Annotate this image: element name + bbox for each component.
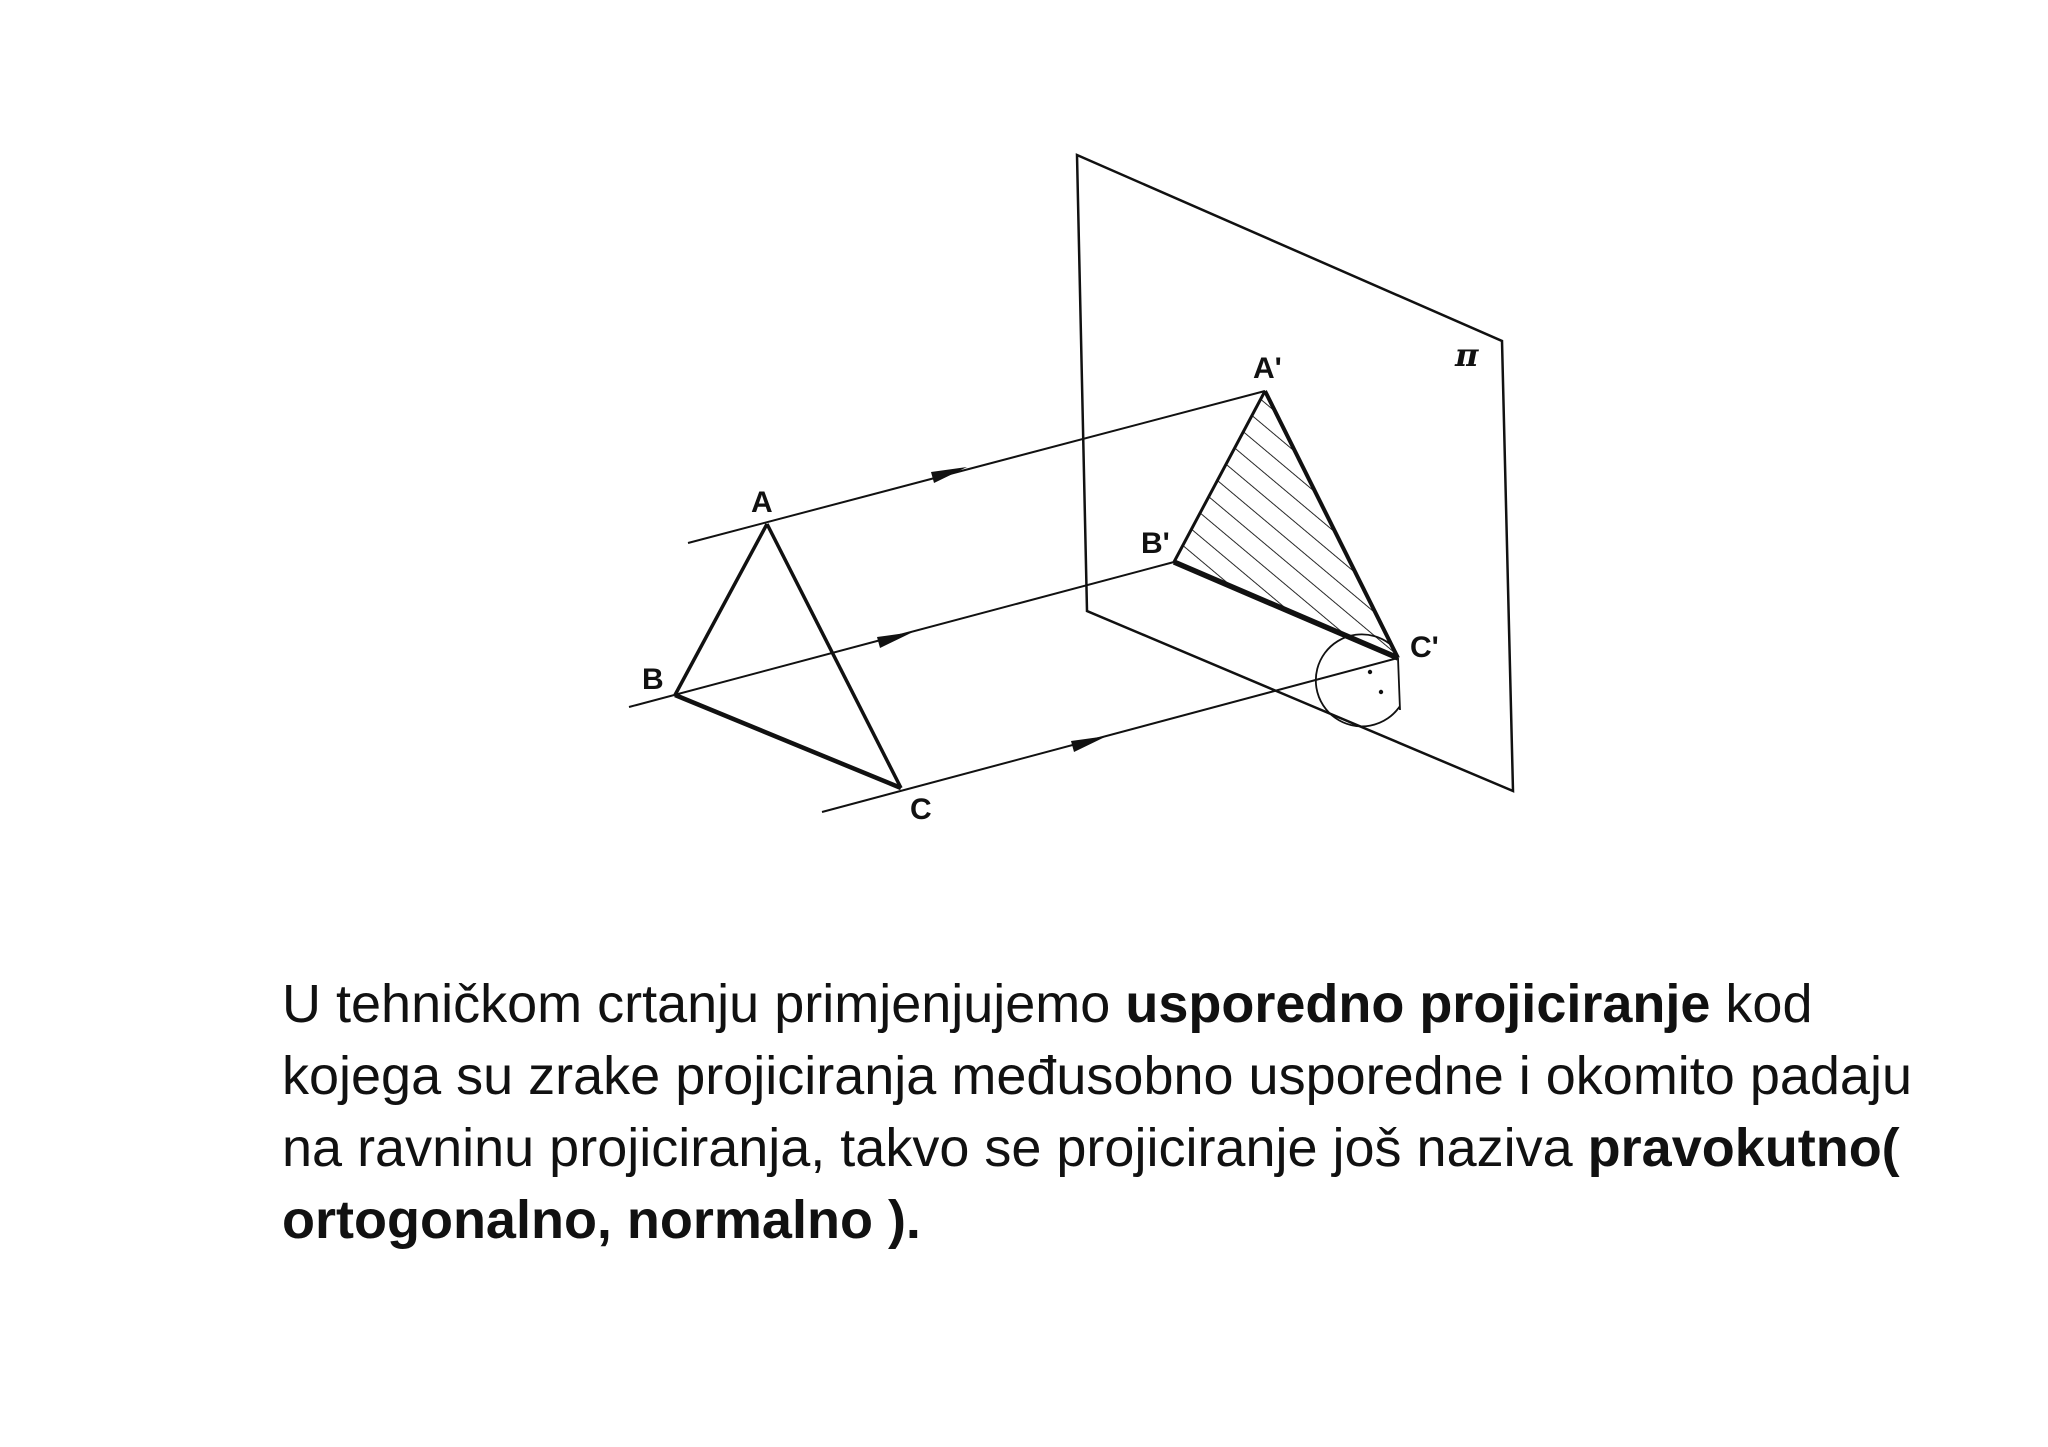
projection-ray-c bbox=[822, 658, 1398, 812]
label-point-a: A bbox=[751, 486, 773, 519]
triangle-edge-ab bbox=[675, 524, 767, 695]
label-point-c: C bbox=[910, 793, 932, 826]
ray-b-arrow-icon bbox=[877, 632, 913, 648]
caption-text-2: kod kojega su zrake projiciranja međusobno usporedne i okomito padaju na ravninu projiciranja, takvo se projiciranje još naziva bbox=[282, 974, 1912, 1178]
right-angle-dot-2 bbox=[1379, 690, 1383, 694]
label-point-b-proj: B' bbox=[1141, 527, 1170, 560]
right-angle-dot-1 bbox=[1368, 670, 1372, 674]
triangle-edge-bc bbox=[675, 695, 901, 788]
caption-paragraph bbox=[282, 968, 1942, 1256]
caption-bold-term-2: pravokutno( ortogonalno, normalno ). bbox=[282, 1118, 1900, 1250]
projection-ray-a bbox=[688, 391, 1265, 543]
caption-bold-term-1: usporedno projiciranje bbox=[1125, 974, 1711, 1034]
caption-text-1: U tehničkom crtanju primjenjujemo bbox=[282, 974, 1126, 1034]
label-point-c-proj: C' bbox=[1410, 631, 1439, 664]
ray-c-arrow-icon bbox=[1071, 736, 1107, 752]
label-point-a-proj: A' bbox=[1253, 352, 1282, 385]
ray-a-arrow-icon bbox=[931, 467, 967, 483]
triangle-edge-ac bbox=[767, 524, 901, 788]
label-point-b: B bbox=[642, 663, 664, 696]
label-plane-pi: π bbox=[1455, 336, 1479, 374]
